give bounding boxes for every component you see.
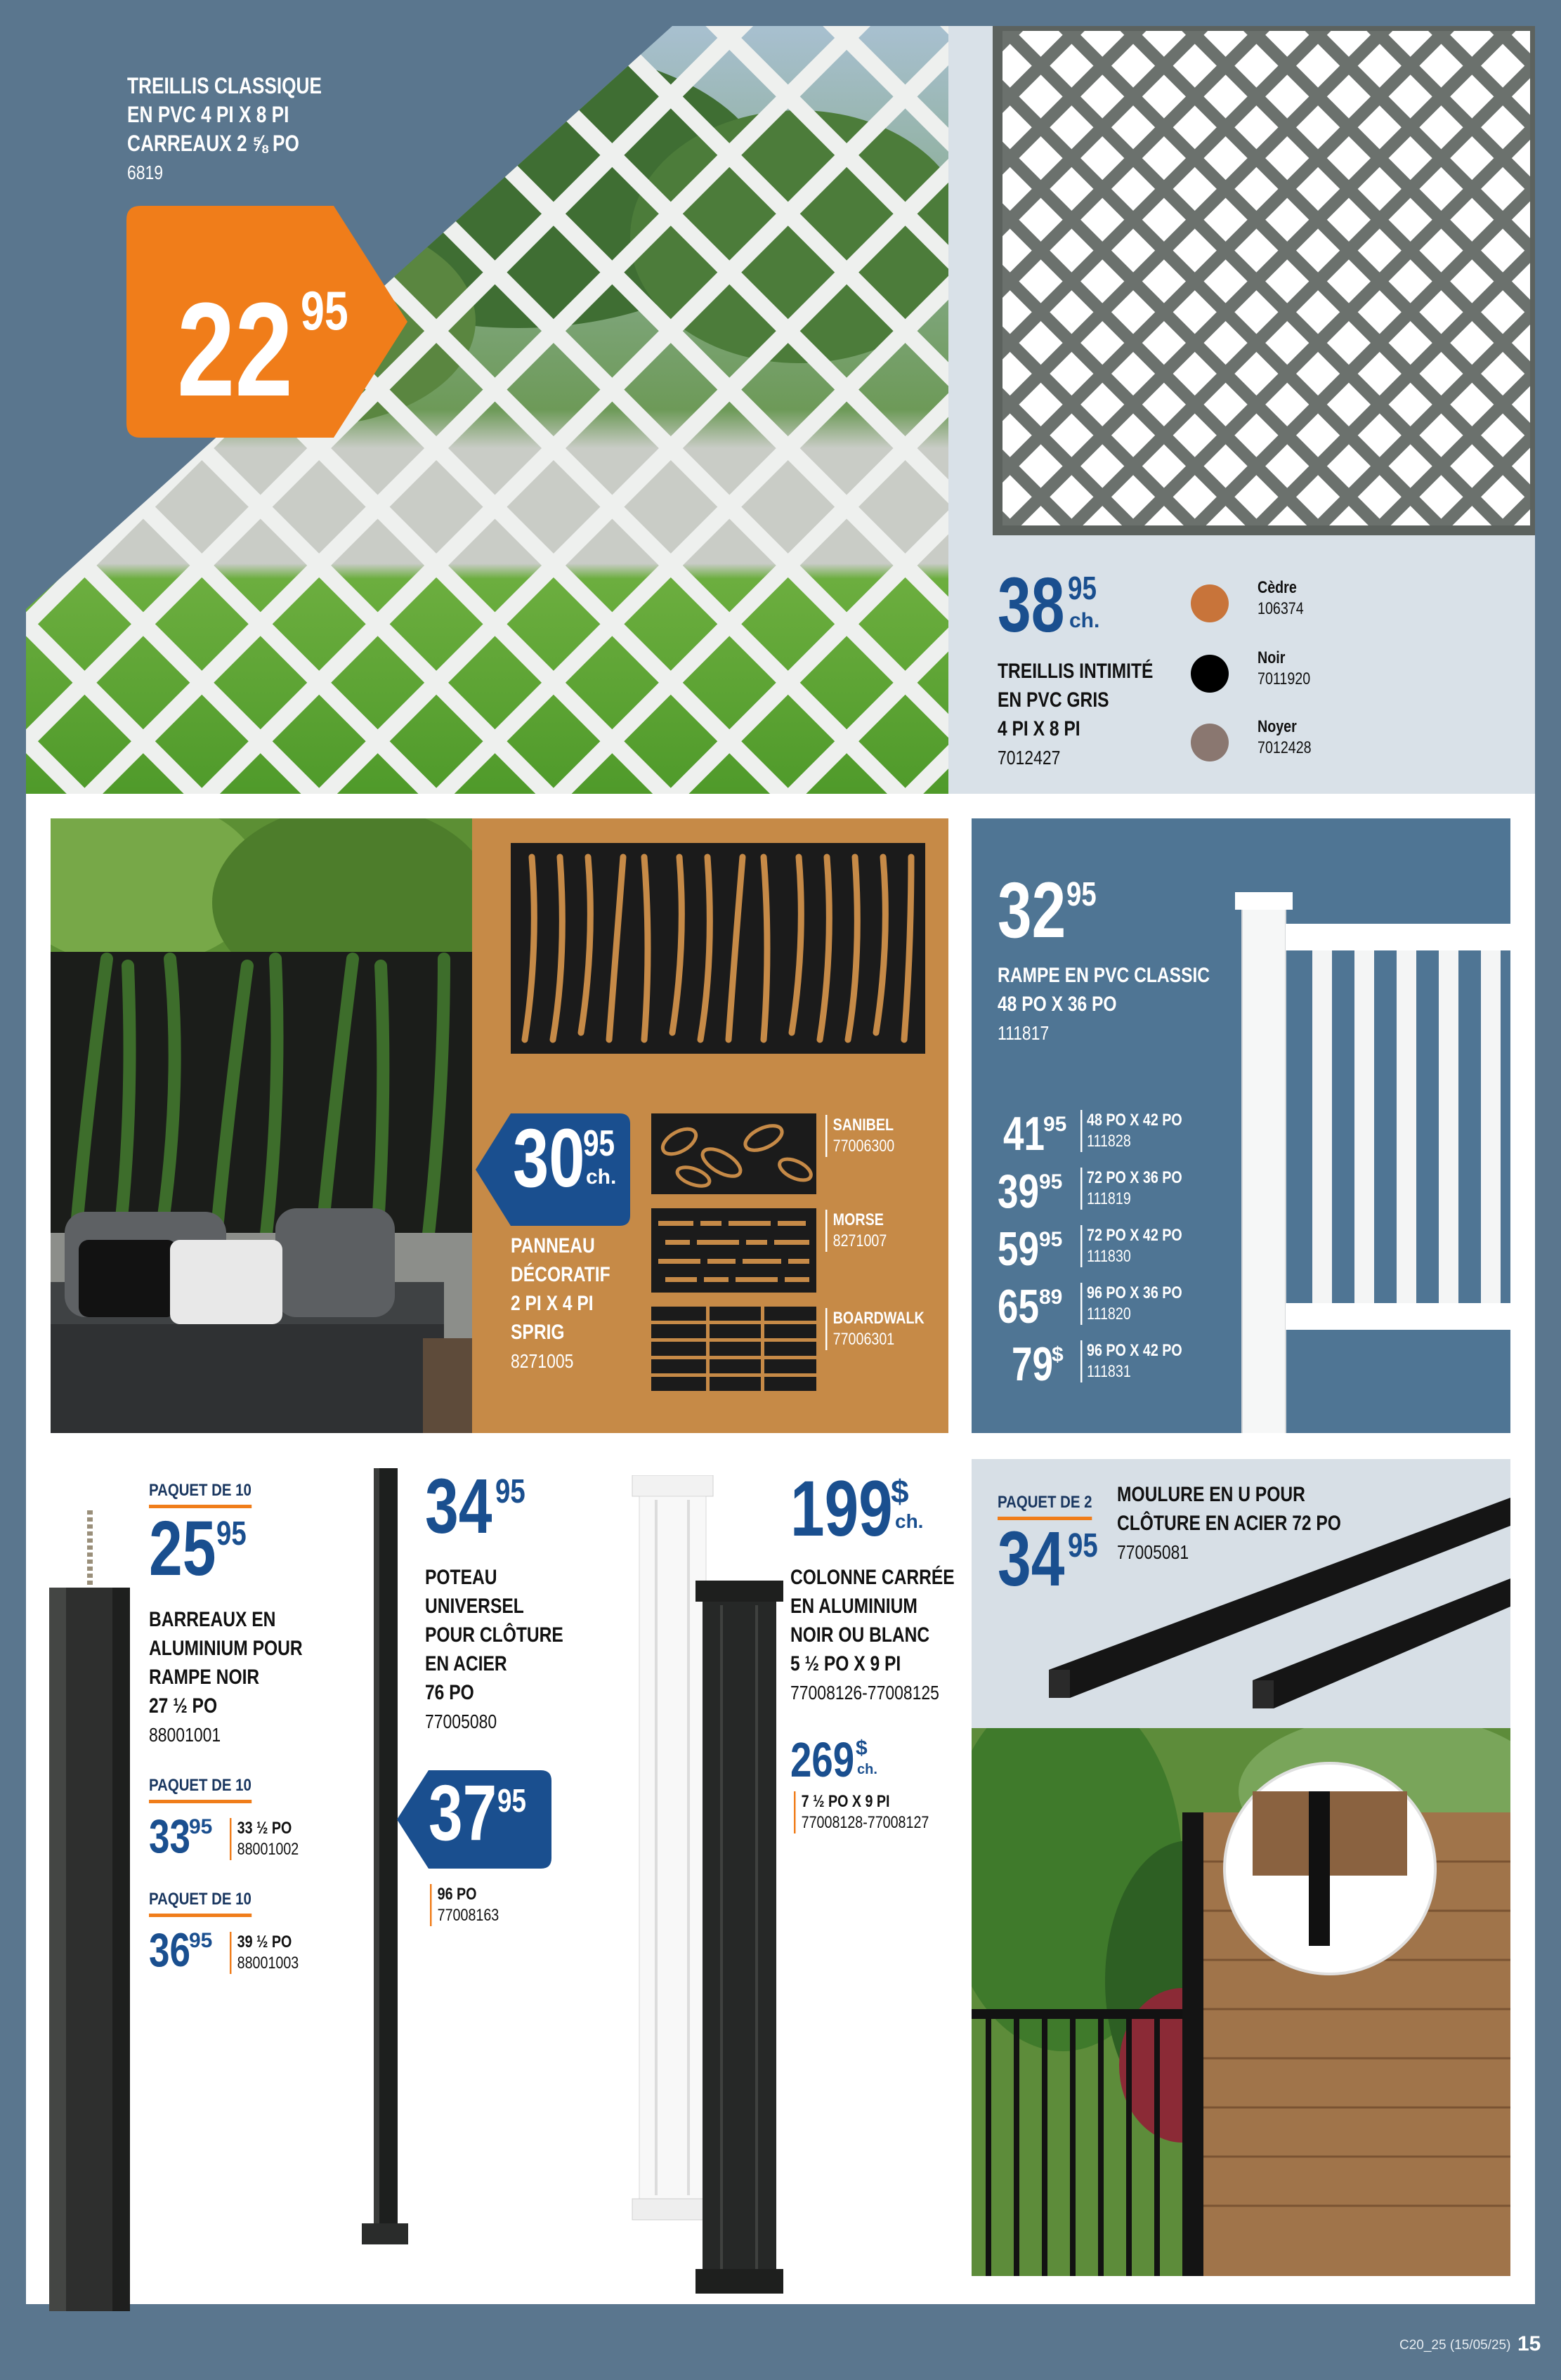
price-decimal: $ (856, 1737, 868, 1760)
sku: 7012427 (998, 747, 1061, 769)
title-line: COLONNE CARRÉE (790, 1566, 955, 1589)
balusters-title (149, 1605, 303, 1749)
pvc-rail-variant-row (998, 1222, 1265, 1281)
balusters-variant-1 (149, 1776, 360, 1874)
variant-morse-label (825, 1210, 887, 1252)
variant-sku: 88001002 (237, 1840, 299, 1859)
trellis-privacy-panel (948, 26, 1535, 794)
footer (1335, 2331, 1539, 2359)
price-integer: 269 (790, 1732, 855, 1787)
title-line: ALUMINIUM POUR (149, 1637, 303, 1660)
decor-panel-title (511, 1231, 610, 1375)
price-unit: ch. (586, 1165, 617, 1189)
price-decimal: 95 (189, 1929, 213, 1952)
variant-size: 72 PO X 36 PO (1087, 1168, 1182, 1187)
price-integer: 30 (513, 1112, 585, 1205)
price-integer: 65 (998, 1280, 1039, 1333)
variant-name: SANIBEL (832, 1116, 894, 1135)
variant-sku: 77006300 (832, 1137, 895, 1156)
price-tag-trellis-classic (126, 206, 365, 438)
sku: 6819 (127, 162, 164, 183)
decor-panel-product-image (511, 843, 925, 1054)
title-line: POUR CLÔTURE (425, 1623, 563, 1647)
title-line: 5 ½ PO X 9 PI (790, 1652, 901, 1675)
pack-label: PAQUET DE 10 (149, 1481, 252, 1508)
title-line: RAMPE EN PVC CLASSIC (998, 964, 1210, 987)
variant-sku: 111819 (1087, 1189, 1131, 1208)
price-integer: 79 (1012, 1338, 1053, 1391)
title-line: NOIR OU BLANC (790, 1623, 930, 1647)
variant-size: 72 PO X 42 PO (1087, 1226, 1182, 1245)
price-integer: 34 (998, 1516, 1065, 1602)
steel-post-variant-label (430, 1884, 499, 1926)
title-line: 27 ½ PO (149, 1694, 218, 1718)
title-line: EN ALUMINIUM (790, 1595, 917, 1618)
sku: 77008126-77008125 (790, 1682, 939, 1704)
baluster-product-image (49, 1510, 141, 2311)
title-line: TREILLIS INTIMITÉ (998, 660, 1154, 683)
title-line: CARREAUX 2 ⅝ PO (127, 131, 299, 156)
variant-size: 96 PO (437, 1885, 477, 1904)
price-unit: ch. (895, 1510, 924, 1532)
price-decimal: $ (1052, 1343, 1064, 1366)
title-line: POTEAU (425, 1566, 497, 1589)
swatch-cedre[interactable] (1191, 577, 1402, 641)
pvc-rail-variant-row (998, 1165, 1265, 1224)
variant-sku: 111831 (1087, 1362, 1131, 1381)
price-integer: 37 (429, 1769, 497, 1857)
price-integer: 25 (149, 1505, 216, 1592)
balusters-variant-2 (149, 1890, 360, 1988)
title-line: EN ACIER (425, 1652, 507, 1675)
price-decimal: 95 (497, 1782, 526, 1819)
swatch-name: Noir (1258, 648, 1286, 667)
variant-sku: 111830 (1087, 1247, 1131, 1266)
u-molding-title (1117, 1480, 1341, 1567)
title-line: CLÔTURE EN ACIER 72 PO (1117, 1512, 1341, 1535)
trellis-privacy-title (998, 657, 1153, 772)
title-line: EN PVC GRIS (998, 688, 1109, 712)
price-decimal: 95 (1039, 1228, 1063, 1251)
price-integer: 22 (177, 275, 293, 424)
title-line: PANNEAU (511, 1234, 595, 1257)
variant-sku: 88001003 (237, 1954, 299, 1973)
price-integer: 36 (149, 1923, 190, 1977)
aluminium-column-product-image (618, 1475, 794, 2297)
title-line: 4 PI X 8 PI (998, 717, 1080, 740)
pvc-rail-variant-row (1003, 1107, 1270, 1166)
swatch-name: Noyer (1258, 717, 1297, 736)
title-line: UNIVERSEL (425, 1595, 524, 1618)
sku: 111817 (998, 1022, 1050, 1044)
price-integer: 32 (998, 866, 1066, 954)
variant-sku: 77008128-77008127 (801, 1813, 929, 1832)
swatch-noir[interactable] (1191, 648, 1402, 711)
price-decimal: 89 (1039, 1286, 1063, 1309)
price-decimal: 95 (495, 1473, 525, 1510)
price-integer: 38 (998, 562, 1065, 648)
price-unit: ch. (857, 1762, 877, 1777)
variant-name: MORSE (832, 1210, 884, 1229)
balusters-block (149, 1481, 270, 1508)
variant-sanibel-image (651, 1113, 816, 1194)
footer-code: C20_25 (15/05/25) (1399, 2338, 1511, 2353)
trellis-classic-title (127, 72, 322, 187)
variant-boardwalk-label (825, 1308, 925, 1350)
page-number: 15 (1517, 2332, 1541, 2355)
title-line: DÉCORATIF (511, 1263, 610, 1286)
price-decimal: 95 (1068, 570, 1097, 606)
variant-sku: 77006301 (832, 1330, 895, 1349)
variant-size: 39 ½ PO (237, 1933, 292, 1951)
swatch-dot (1191, 655, 1229, 693)
variant-name: BOARDWALK (832, 1309, 925, 1328)
title-line: MOULURE EN U POUR (1117, 1483, 1305, 1506)
variant-sanibel-label (825, 1115, 894, 1157)
swatch-sku: 7012428 (1258, 738, 1312, 757)
price-decimal: 95 (1043, 1113, 1067, 1136)
title-line: BARREAUX EN (149, 1608, 276, 1631)
price-integer: 33 (149, 1810, 190, 1863)
variant-sku: 8271007 (832, 1231, 887, 1250)
price-decimal: 95 (1068, 1527, 1098, 1564)
sku: 77005081 (1117, 1541, 1189, 1563)
variant-sku: 77008163 (437, 1906, 499, 1925)
price-integer: 59 (998, 1222, 1039, 1276)
swatch-noyer[interactable] (1191, 717, 1402, 780)
price-unit: ch. (1069, 609, 1100, 632)
u-molding-section (972, 1459, 1510, 1728)
price-decimal: 95 (301, 280, 348, 341)
swatch-dot (1191, 584, 1229, 622)
variant-size: 96 PO X 42 PO (1087, 1341, 1182, 1360)
title-line: 48 PO X 36 PO (998, 993, 1117, 1016)
decor-panel-section (51, 818, 948, 1433)
price-decimal: 95 (189, 1815, 213, 1838)
price-decimal: 95 (1066, 876, 1097, 913)
sku: 77005080 (425, 1711, 497, 1732)
title-line: SPRIG (511, 1321, 565, 1344)
title-line: RAMPE NOIR (149, 1666, 260, 1689)
pack-label: PAQUET DE 2 (998, 1493, 1092, 1520)
title-line: 2 PI X 4 PI (511, 1292, 594, 1315)
pack-label: PAQUET DE 10 (149, 1890, 252, 1917)
sku: 8271005 (511, 1350, 574, 1372)
steel-post-title (425, 1563, 563, 1736)
pack-label: PAQUET DE 10 (149, 1776, 252, 1803)
title-line: EN PVC 4 PI X 8 PI (127, 102, 289, 127)
price-decimal: $ (891, 1473, 909, 1510)
sku: 88001001 (149, 1724, 221, 1746)
variant-boardwalk-image (651, 1307, 816, 1391)
decor-panel-lifestyle-photo (51, 818, 472, 1433)
variant-size: 96 PO X 36 PO (1087, 1283, 1182, 1302)
price-decimal: 95 (583, 1123, 615, 1164)
title-line: TREILLIS CLASSIQUE (127, 73, 322, 98)
pvc-rail-variant-row (1012, 1340, 1279, 1397)
pvc-rail-section (972, 818, 1510, 1433)
swatch-sku: 106374 (1258, 599, 1304, 618)
column-title (790, 1563, 955, 1707)
variant-size: 48 PO X 42 PO (1087, 1111, 1182, 1130)
pvc-rail-title (998, 961, 1210, 1047)
price-integer: 34 (425, 1463, 492, 1550)
variant-size: 7 ½ PO X 9 PI (801, 1792, 890, 1811)
price-decimal: 95 (1039, 1170, 1063, 1194)
variant-size: 33 ½ PO (237, 1819, 292, 1838)
variant-sku: 111828 (1087, 1132, 1131, 1151)
pvc-rail-variant-row (998, 1280, 1265, 1339)
swatch-name: Cèdre (1258, 578, 1297, 597)
fence-lifestyle-photo (972, 1728, 1510, 2276)
column-variant-label (794, 1791, 929, 1833)
title-line: 76 PO (425, 1681, 474, 1704)
price-decimal: 95 (216, 1515, 247, 1552)
price-integer: 199 (790, 1465, 893, 1552)
swatch-sku: 7011920 (1258, 669, 1311, 688)
price-integer: 39 (998, 1165, 1039, 1218)
swatch-dot (1191, 724, 1229, 761)
variant-sku: 111820 (1087, 1305, 1131, 1323)
variant-morse-image (651, 1208, 816, 1293)
price-integer: 41 (1003, 1107, 1045, 1160)
